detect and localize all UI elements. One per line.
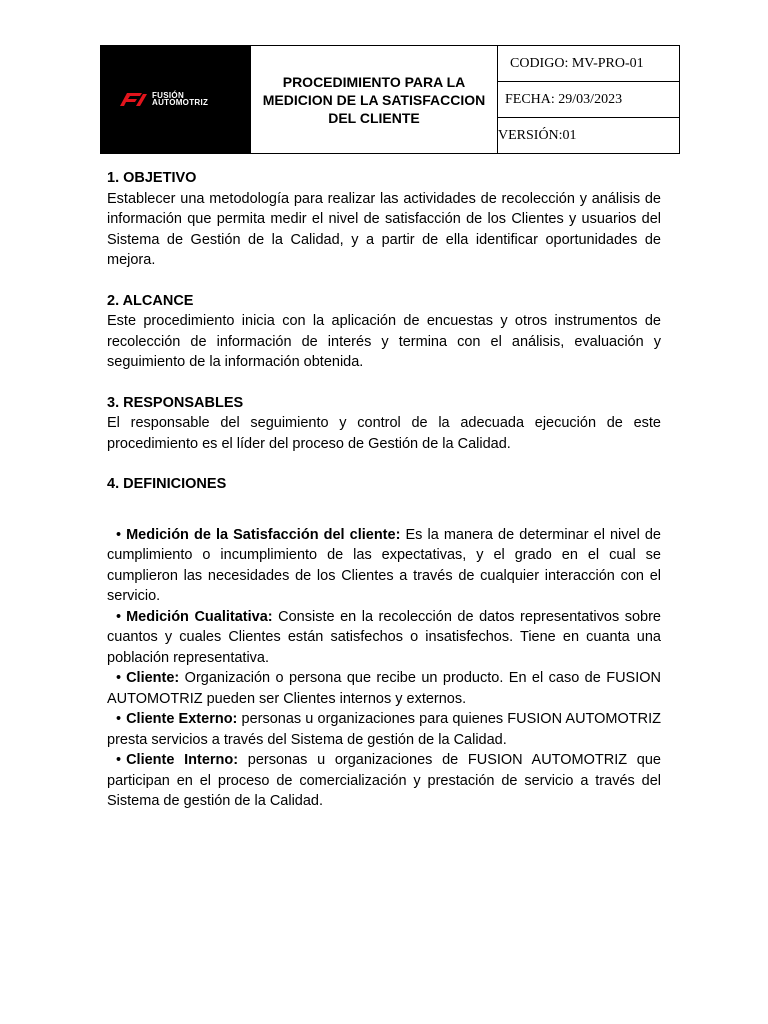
definition-item xyxy=(107,750,661,812)
definition-text: personas u organizaciones de FUSION AUTOMOTRIZ que participan en el proceso de comercialización y prestación de servicio a través del Sistema de gestión de la Calidad. xyxy=(107,752,661,809)
bullet-icon: • xyxy=(116,526,122,543)
definitions-list xyxy=(107,525,661,812)
document-header xyxy=(100,45,680,154)
definition-term: Medición de la Satisfacción del cliente: xyxy=(126,526,401,543)
bullet-icon: • xyxy=(116,752,122,768)
section-title-objetivo: 1. OBJETIVO xyxy=(107,170,197,186)
section-text-alcance: Este procedimiento inicia con la aplicación de encuestas y otros instrumentos de recolección de información de interés y termina con el análisis, evaluación y seguimiento de la información obtenida. xyxy=(107,313,661,370)
logo-cell xyxy=(101,46,251,154)
definition-text: Consiste en la recolección de datos representativos sobre cuantos y cuales Clientes están satisfechos o insatisfechos. Tiene en cuanta una población representativa. xyxy=(107,608,661,666)
section-title-alcance: 2. ALCANCE xyxy=(107,292,194,309)
logo-line-1: FUSIÓN xyxy=(152,91,185,100)
definition-text: personas u organizaciones para quienes FUSION AUTOMOTRIZ presta servicios a través del Sistema de gestión de la Calidad. xyxy=(107,711,661,748)
section-text-responsables: El responsable del seguimiento y control de la adecuada ejecución de este procedimiento es el líder del proceso de Gestión de la Calidad. xyxy=(107,415,661,452)
codigo-value: CODIGO: MV-PRO-01 xyxy=(510,55,644,71)
section-text-objetivo: Establecer una metodología para realizar las actividades de recolección y análisis de información que permita medir el nivel de satisfacción de los Clientes y usuarios del Sistema de Gestión de la Calidad, y a partir de ella identificar oportunidades de mejora. xyxy=(107,190,661,268)
document-body xyxy=(107,168,661,812)
definition-text: Es la manera de determinar el nivel de cumplimiento o incumplimiento de las expectativas, y el grado en el cual se cumplieron las necesidades de los Clientes a través de cualquier interacción con el servicio. xyxy=(107,526,661,604)
bullet-icon: • xyxy=(116,711,122,727)
definition-item xyxy=(107,668,661,709)
logo-line-2: AUTOMOTRIZ xyxy=(152,98,209,107)
definition-item xyxy=(107,525,661,607)
logo-mark-icon xyxy=(118,92,148,106)
document-title: PROCEDIMIENTO PARA LA MEDICION DE LA SATISFACCION DEL CLIENTE xyxy=(262,73,486,126)
fecha-cell xyxy=(498,82,680,118)
bullet-icon: • xyxy=(116,670,122,686)
definition-term: Cliente Interno: xyxy=(126,752,239,768)
definition-item xyxy=(107,709,661,750)
definition-term: Medición Cualitativa: xyxy=(126,608,273,625)
document-title-cell xyxy=(251,46,498,154)
company-logo xyxy=(118,92,208,106)
section-title-definiciones: 4. DEFINICIONES xyxy=(107,476,227,492)
definition-term: Cliente Externo: xyxy=(126,711,238,727)
version-value: VERSIÓN:01 xyxy=(498,127,577,143)
bullet-icon: • xyxy=(116,608,122,625)
definition-item xyxy=(107,607,661,669)
version-cell xyxy=(498,118,680,154)
fecha-value: FECHA: 29/03/2023 xyxy=(505,91,623,107)
codigo-cell xyxy=(498,46,680,82)
definition-text: Organización o persona que recibe un producto. En el caso de FUSION AUTOMOTRIZ pueden ser Clientes internos y externos. xyxy=(107,670,661,707)
section-title-responsables: 3. RESPONSABLES xyxy=(107,394,244,411)
definition-term: Cliente: xyxy=(126,670,180,686)
